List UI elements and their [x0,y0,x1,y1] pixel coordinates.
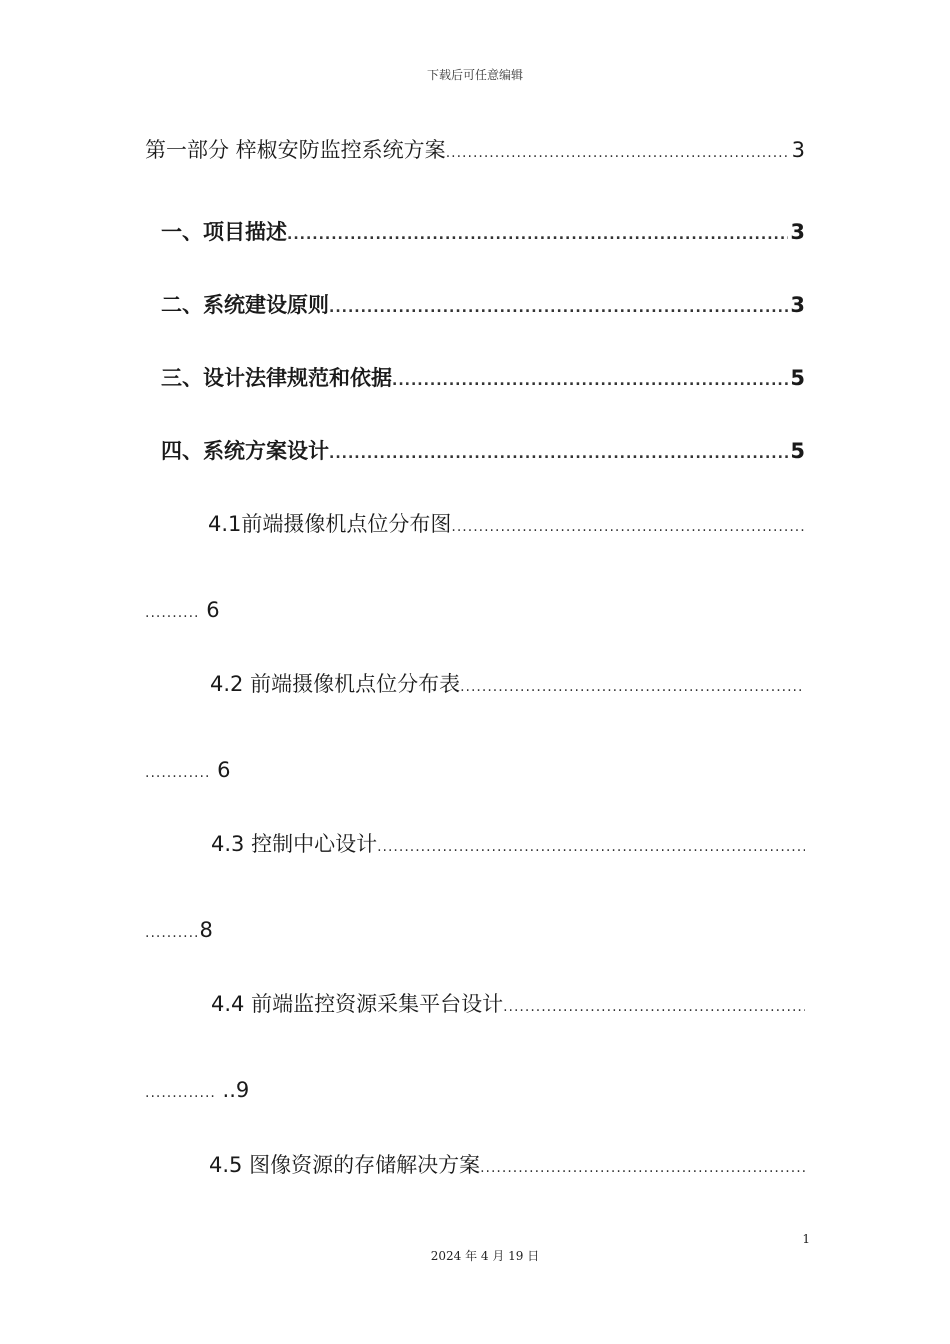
toc-entry-4-5[interactable] [209,1150,805,1180]
toc-page-number: 3 [791,138,805,162]
page-number: 1 [802,1232,810,1246]
toc-entry-label: 4.5 图像资源的存储解决方案 [209,1153,481,1177]
toc-entry-label: 第一部分 梓椒安防监控系统方案 [145,138,446,162]
toc-entry-label: 4.1前端摄像机点位分布图 [208,512,452,536]
toc-leader-dots [287,220,788,247]
toc-page-number: 5 [790,439,805,463]
footer-date: 2024 年 4 月 19 日 [430,1249,540,1263]
toc-page-number: 3 [790,220,805,244]
toc-page-number: 6 [217,758,231,782]
page-header: 下载后可任意编辑 [426,68,523,82]
toc-entry-section-4[interactable] [161,436,805,466]
toc-entry-section-1[interactable] [161,217,805,247]
toc-leader-dots: ............. [145,1085,216,1101]
toc-leader-dots: .......... [145,605,200,621]
toc-leader-dots: .......... [145,925,200,941]
toc-page-number: 3 [790,293,805,317]
toc-page-number: 8 [199,918,213,942]
toc-entry-4-1-continuation [145,595,220,628]
toc-entry-4-4[interactable] [211,989,805,1019]
toc-page-number: ..9 [222,1078,250,1102]
toc-leader-dots [460,672,805,699]
toc-leader-dots [446,138,790,165]
toc-leader-dots: ............ [145,765,211,781]
toc-leader-dots [329,439,788,466]
toc-leader-dots [392,366,788,393]
toc-entry-label: 4.3 控制中心设计 [211,832,378,856]
toc-entry-4-2-continuation [145,755,230,788]
toc-entry-4-4-continuation [145,1075,249,1108]
toc-entry-section-2[interactable] [161,290,805,320]
toc-entry-label: 三、设计法律规范和依据 [161,366,392,390]
toc-entry-label: 4.2 前端摄像机点位分布表 [210,672,461,696]
toc-entry-label: 4.4 前端监控资源采集平台设计 [211,992,504,1016]
toc-leader-dots [377,832,805,859]
toc-leader-dots [503,992,805,1019]
toc-entry-4-1[interactable] [208,509,805,539]
toc-entry-label: 二、系统建设原则 [161,293,329,317]
toc-entry-part1[interactable] [145,135,805,165]
toc-entry-label: 四、系统方案设计 [161,439,329,463]
toc-leader-dots [451,512,805,539]
toc-entry-section-3[interactable] [161,363,805,393]
toc-leader-dots [329,293,788,320]
toc-entry-label: 一、项目描述 [161,220,287,244]
toc-page-number: 6 [206,598,220,622]
toc-entry-4-2[interactable] [210,669,805,699]
toc-page-number: 5 [790,366,805,390]
toc-entry-4-3-continuation [145,915,213,948]
toc-leader-dots [480,1153,805,1180]
toc-entry-4-3[interactable] [211,829,805,859]
